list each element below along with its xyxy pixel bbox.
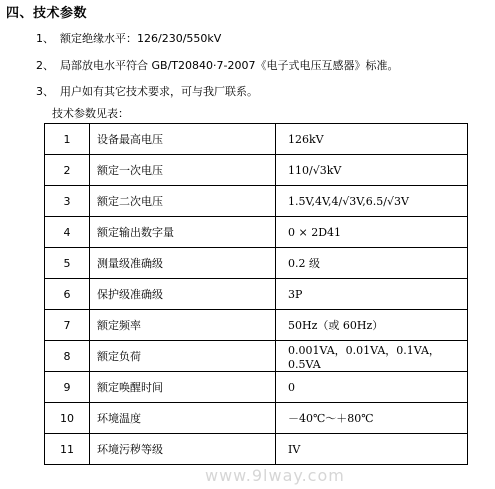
row-index: 2 <box>45 155 90 186</box>
paragraph-insulation-level <box>36 30 221 46</box>
param-name: 保护级准确级 <box>90 279 276 310</box>
table-row <box>45 155 468 186</box>
paragraph-partial-discharge <box>36 57 398 73</box>
paragraph-number: 1、 <box>36 32 54 45</box>
param-value: 0 <box>276 372 468 403</box>
table-row <box>45 248 468 279</box>
table-row <box>45 124 468 155</box>
param-name: 额定唤醒时间 <box>90 372 276 403</box>
table-row <box>45 310 468 341</box>
section-title: 四、技术参数 <box>6 6 88 21</box>
row-index: 5 <box>45 248 90 279</box>
table-row <box>45 217 468 248</box>
paragraph-number: 2、 <box>36 59 54 72</box>
param-name: 额定负荷 <box>90 341 276 372</box>
paragraph-text: 用户如有其它技术要求，可与我厂联系。 <box>60 85 258 98</box>
param-name: 设备最高电压 <box>90 124 276 155</box>
paragraph-text: 局部放电水平符合 GB/T20840·7-2007《电子式电压互感器》标准。 <box>60 59 399 72</box>
spec-table <box>44 123 468 465</box>
row-index: 9 <box>45 372 90 403</box>
param-name: 环境温度 <box>90 403 276 434</box>
table-row <box>45 186 468 217</box>
row-index: 3 <box>45 186 90 217</box>
row-index: 10 <box>45 403 90 434</box>
table-caption: 技术参数见表： <box>52 107 129 120</box>
param-value: 126kV <box>276 124 468 155</box>
table-row <box>45 279 468 310</box>
row-index: 8 <box>45 341 90 372</box>
table-row <box>45 341 468 372</box>
param-name: 环境污秽等级 <box>90 434 276 465</box>
watermark: www.9lway.com <box>205 466 345 485</box>
param-name: 额定二次电压 <box>90 186 276 217</box>
param-value: 3P <box>276 279 468 310</box>
paragraph-number: 3、 <box>36 85 54 98</box>
row-index: 7 <box>45 310 90 341</box>
param-name: 额定输出数字量 <box>90 217 276 248</box>
param-name: 额定一次电压 <box>90 155 276 186</box>
param-value: 50Hz（或 60Hz） <box>276 310 468 341</box>
param-value: 1.5V,4V,4/√3V,6.5/√3V <box>276 186 468 217</box>
table-row <box>45 403 468 434</box>
paragraph-text: 额定绝缘水平：126/230/550kV <box>60 32 222 45</box>
param-value: 0.2 级 <box>276 248 468 279</box>
row-index: 11 <box>45 434 90 465</box>
param-value: 0.001VA，0.01VA，0.1VA，0.5VA <box>276 341 468 372</box>
table-row <box>45 434 468 465</box>
param-value: －40℃～＋80℃ <box>276 403 468 434</box>
param-name: 额定频率 <box>90 310 276 341</box>
paragraph-contact <box>36 83 258 99</box>
row-index: 4 <box>45 217 90 248</box>
param-value: 110/√3kV <box>276 155 468 186</box>
table-row <box>45 372 468 403</box>
param-value: 0 × 2D41 <box>276 217 468 248</box>
row-index: 6 <box>45 279 90 310</box>
row-index: 1 <box>45 124 90 155</box>
param-value: IV <box>276 434 468 465</box>
param-name: 测量级准确级 <box>90 248 276 279</box>
